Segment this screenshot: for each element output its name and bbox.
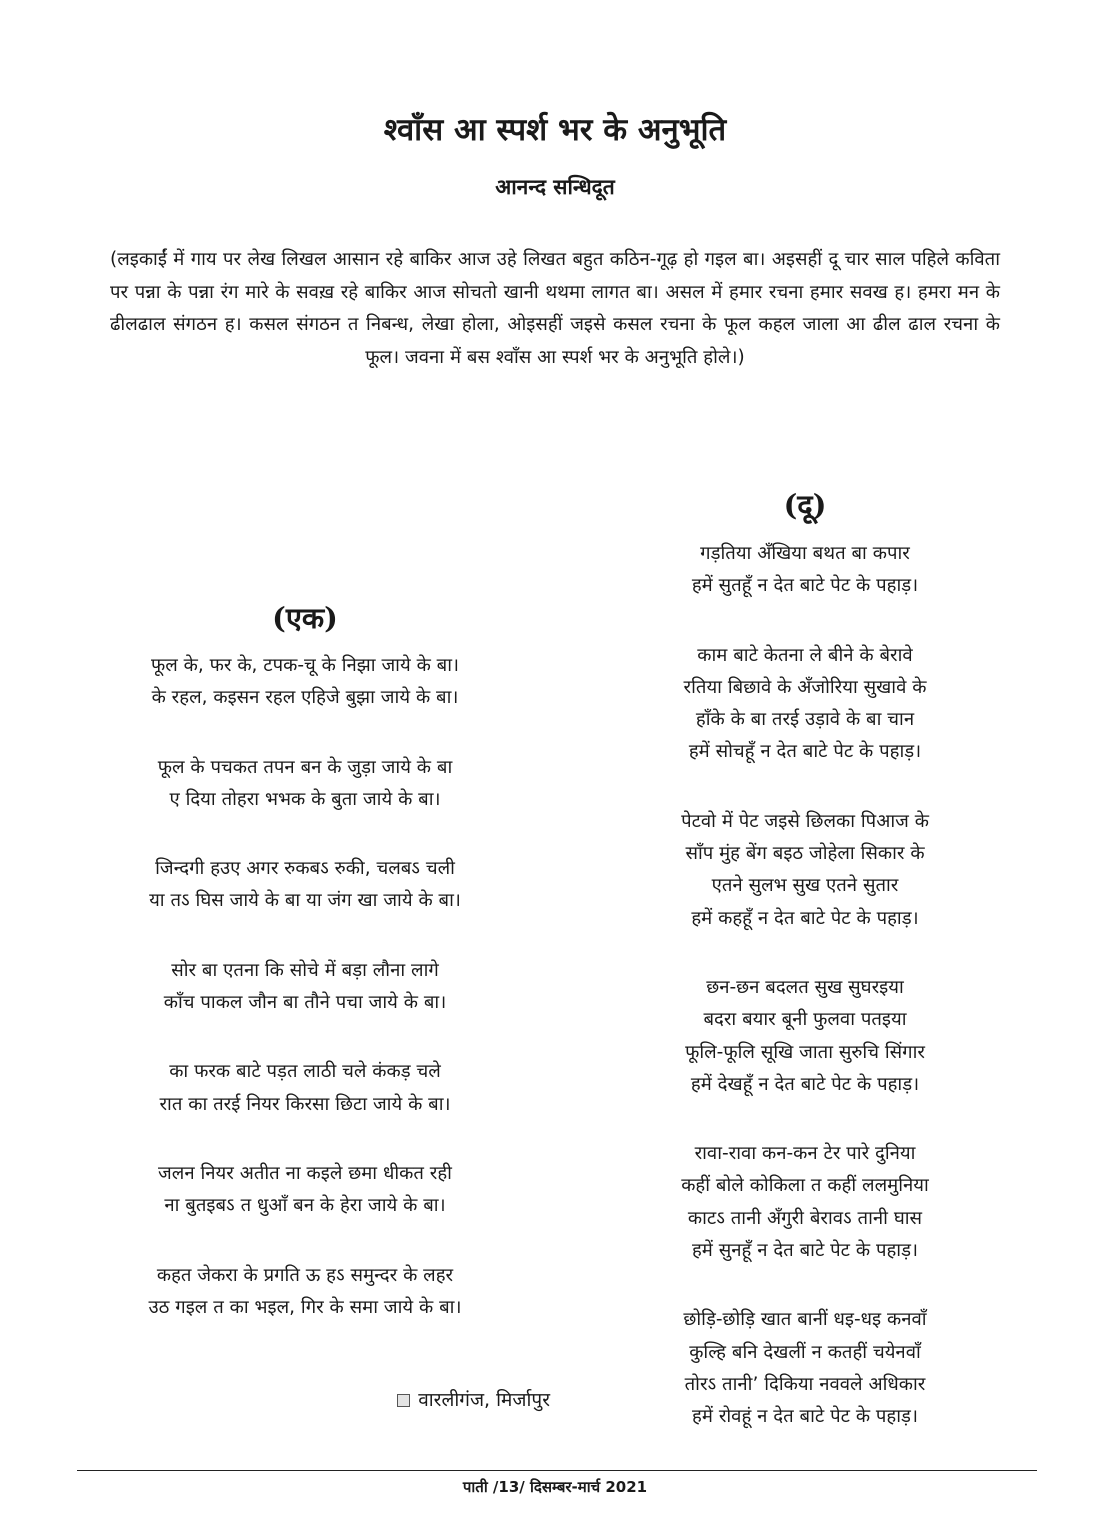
stanza — [90, 955, 520, 1020]
poem-one-heading: (एक) — [272, 601, 338, 635]
poem-line: कहीं बोले कोकिला त कहीं ललमुनिया — [681, 1175, 929, 1197]
poem-line: रात का तरई नियर किरसा छिटा जाये के बा। — [159, 1093, 451, 1115]
poem-line: एतने सुलभ सुख एतने सुतार — [711, 875, 899, 897]
poem-line: के रहल, कइसन रहल एहिजे बुझा जाये के बा। — [151, 687, 459, 709]
poem-line: हमें रोवहूं न देत बाटे पेट के पहाड़। — [692, 1406, 918, 1428]
poem-line: रावा-रावा कन-कन टेर पारे दुनिया — [694, 1143, 916, 1165]
stanza — [580, 1304, 1030, 1433]
page-footer: पाती /13/ दिसम्बर-मार्च 2021 — [462, 1478, 648, 1496]
poem-line: हमें सुतहूँ न देत बाटे पेट के पहाड़। — [691, 575, 919, 597]
stanza — [580, 640, 1030, 769]
stanza — [580, 1138, 1030, 1267]
footer-divider — [77, 1470, 1037, 1471]
stanza — [90, 853, 520, 918]
poem-line: फूल के, फर के, टपक-चू के निझा जाये के बा। — [150, 655, 460, 676]
poem-two — [580, 538, 1030, 1471]
stanza — [90, 1158, 520, 1223]
poem-line: उठ गइल त का भइल, गिर के समा जाये के बा। — [148, 1296, 462, 1318]
poem-line: काम बाटे केतना ले बीने के बेरावे — [697, 644, 913, 666]
stanza — [90, 752, 520, 817]
poem-one — [90, 650, 520, 1361]
poem-line: छन-छन बदलत सुख सुघरइया — [706, 976, 904, 998]
poem-line: जिन्दगी हउए अगर रुकबऽ रुकी, चलबऽ चली — [155, 858, 455, 880]
stanza — [90, 1056, 520, 1121]
poem-line: हमें सोचहूँ न देत बाटे पेट के पहाड़। — [688, 741, 922, 763]
poem-line: पेटवो में पेट जइसे छिलका पिआज के — [681, 810, 929, 832]
poem-line: फूलि-फूलि सूखि जाता सुरुचि सिंगार — [685, 1041, 925, 1063]
poem-line: काँच पाकल जौन बा तौने पचा जाये के बा। — [163, 992, 447, 1014]
poem-line: बदरा बयार बूनी फुलवा पतइया — [703, 1009, 907, 1031]
square-bullet-icon — [397, 1394, 410, 1407]
poem-line: साँप मुंह बेंग बइठ जोहेला सिकार के — [685, 843, 925, 865]
stanza — [580, 972, 1030, 1101]
stanza — [90, 650, 520, 715]
signoff — [330, 1385, 550, 1415]
poem-line: तोरऽ तानी’ दिकिया नववले अधिकार — [684, 1373, 926, 1395]
poem-two-heading: (दू) — [783, 488, 827, 522]
poem-line: गड़तिया अँखिया बथत बा कपार — [700, 543, 910, 564]
poem-line: छोड़ि-छोड़ि खात बानीं धइ-धइ कनवाँ — [683, 1309, 927, 1331]
stanza — [580, 538, 1030, 603]
signoff-place: वारलीगंज, मिर्जापुर — [418, 1389, 550, 1411]
poem-line: ना बुतइबऽ त धुआँ बन के हेरा जाये के बा। — [164, 1195, 446, 1217]
poem-line: हाँके के बा तरई उड़ावे के बा चान — [695, 709, 915, 731]
poem-line: रतिया बिछावे के अँजोरिया सुखावे के — [683, 676, 927, 698]
poem-line: फूल के पचकत तपन बन के जुड़ा जाये के बा — [157, 756, 453, 778]
stanza — [580, 806, 1030, 935]
poem-line: जलन नियर अतीत ना कइले छमा धीकत रही — [158, 1162, 452, 1184]
poem-line: का फरक बाटे पड़त लाठी चले कंकड़ चले — [169, 1061, 441, 1083]
poem-line: हमें सुनहूँ न देत बाटे पेट के पहाड़। — [691, 1240, 919, 1262]
author-name: आनन्द सन्धिदूत — [495, 174, 615, 199]
poem-line: काटऽ तानी अँगुरी बेरावऽ तानी घास — [687, 1207, 923, 1229]
poem-line: कहत जेकरा के प्रगति ऊ हऽ समुन्दर के लहर — [156, 1264, 454, 1286]
stanza — [90, 1260, 520, 1325]
poem-line: कुल्हि बनि देखलीं न कतहीं चयेनवाँ — [689, 1341, 921, 1363]
page-title: श्वाँस आ स्पर्श भर के अनुभूति — [383, 112, 727, 148]
poem-line: या तऽ घिस जाये के बा या जंग खा जाये के बा। — [149, 890, 461, 912]
poem-line: हमें देखहूँ न देत बाटे पेट के पहाड़। — [690, 1073, 920, 1095]
poem-line: हमें कहहूँ न देत बाटे पेट के पहाड़। — [691, 907, 919, 929]
poem-line: सोर बा एतना कि सोचे में बड़ा लौना लागे — [171, 959, 439, 981]
intro-paragraph: (लइकाईं में गाय पर लेख लिखल आसान रहे बाकिर आज उहे लिखत बहुत कठिन-गूढ़ हो गइल बा। अइसहीं दू चार साल पहिले कविता पर पन्ना के पन्ना रंग मारे के सवख़ रहे बाकिर आज सोचतो खानी थथमा लागत बा। असल में हमार रचना हमार सवख ह। हमरा मन के ढीलढाल संगठन ह। कसल संगठन त निबन्ध, लेखा होला, ओइसहीं जइसे कसल रचना के फूल कहल जाला आ ढील ढाल रचना के फूल। जवना में बस श्वाँस आ स्पर्श भर के अनुभूति होले।) — [110, 249, 1000, 368]
poem-line: ए दिया तोहरा भभक के बुता जाये के बा। — [169, 788, 441, 810]
